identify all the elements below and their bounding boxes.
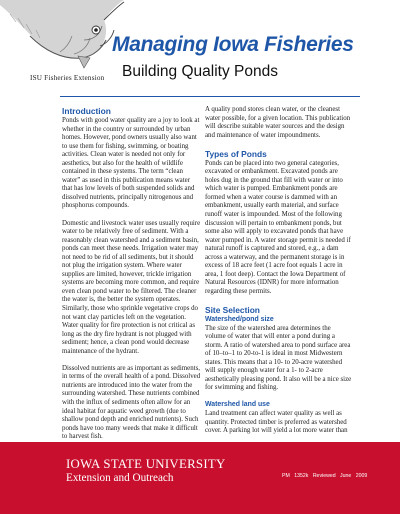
- watershed-land-use-heading: Watershed land use: [205, 401, 270, 409]
- page-title: Managing Iowa Fisheries: [112, 33, 354, 56]
- page-subtitle: Building Quality Ponds: [122, 63, 278, 80]
- publication-date: June 2009: [340, 473, 368, 479]
- university-wordmark: IOWA STATE UNIVERSITY: [66, 457, 226, 471]
- largemouth-bass-illustration: [0, 0, 125, 80]
- watershed-land-use-text: Land treatment can affect water quality as well as quantity. Protected timber is preferred as watershed cover. A parking lot will yield a lot more water than: [205, 410, 348, 435]
- right-column: [205, 106, 352, 444]
- watershed-pond-size-heading: Watershed/pond size: [205, 315, 274, 323]
- extension-wordmark: Extension and Outreach: [66, 472, 174, 484]
- left-column: [62, 106, 202, 450]
- extension-label: ISU Fisheries Extension: [30, 74, 105, 82]
- reviewed-label: Reviewed: [312, 473, 336, 479]
- types-of-ponds-heading: Types of Ponds: [205, 148, 267, 159]
- intro-paragraph-2: Domestic and livestock water uses usually require water to be relatively free of sediment. With a reasonably clean watershed and a sediment basin, ponds can meet these needs. Irrigation water may not need to be rid of all sediments, but it should not plug the irrigation system. Where water supplies are limited, however, trickle irrigation systems are becoming more common, and require even clean pond water to be filtered. The cleaner the water is, the better the system operates. Similarly, those who sprinkle vegetative crops do not want clay particles left on the vegetation. Water quality for fire protection is not critical as long as the dry fire hydrant is not plugged with sediment; hence, a clean pond would decrease maintenance of the hydrant.: [62, 219, 201, 355]
- publication-info: [282, 473, 367, 479]
- header-divider: [60, 96, 360, 97]
- types-of-ponds-text: Ponds can be placed into two general categories, excavated or embankment. Excavated ponds are holes dug in the ground that fill with water or into which water is pumped. Embankment ponds are formed when a water course is dammed with an embankment, usually earth material, and surface runoff water is impounded. Most of the following discussion will pertain to embankment ponds, but some also will apply to excavated ponds that have water pumped in. A water storage permit is needed if natural runoff is captured and stored, e.g., a dam across a waterway, and the permanent storage is in excess of 18 acre feet (1 acre foot equals 1 acre in area, 1 foot deep). Contact the Iowa Department of Natural Resources (IDNR) for more information regarding these permits.: [205, 159, 351, 295]
- intro-paragraph-1: Ponds with good water quality are a joy to look at whether in the country or surrounded by urban homes. However, pond owners usually also want to use them for fishing, swimming, or boating activities. Clean water is needed not only for aesthetics, but also for the health of wildlife contained in these systems. The term “clean water” as used in this publication means water that has low levels of both suspended solids and dissolved nutrients, principally nitrogenous and phosphorus compounds.: [62, 117, 200, 210]
- site-selection-heading: Site Selection: [205, 304, 260, 315]
- watershed-pond-size-text: The size of the watershed area determines the volume of water that will enter a pond during a storm. A ratio of watershed area to pond surface area of 10–to–1 to 20-to-1 is ideal in most Midwestern states. This means that a 10- to 20-acre watershed will supply enough water for a 1- to 2-acre aesthetically pleasing pond. It also will be a nice size for swimming and fishing.: [205, 324, 352, 392]
- publication-number: PM 1352k: [282, 473, 309, 479]
- introduction-heading: Introduction: [62, 106, 111, 116]
- intro-continuation: A quality pond stores clean water, or the cleanest water possible, for a given location. This publication will describe suitable water sources and the design and maintenance of water impoundments.: [205, 106, 351, 139]
- intro-paragraph-3: Dissolved nutrients are as important as sediments, in terms of the overall health of a pond. Dissolved nutrients are introduced into the water from the surrounding watershed. These nutrients combined with the influx of sediments often allow for an ideal habitat for aquatic weed growth (due to shallow pond depth and enriched nutrients). Such ponds have too many weeds that make it difficult to harvest fish.: [62, 364, 201, 441]
